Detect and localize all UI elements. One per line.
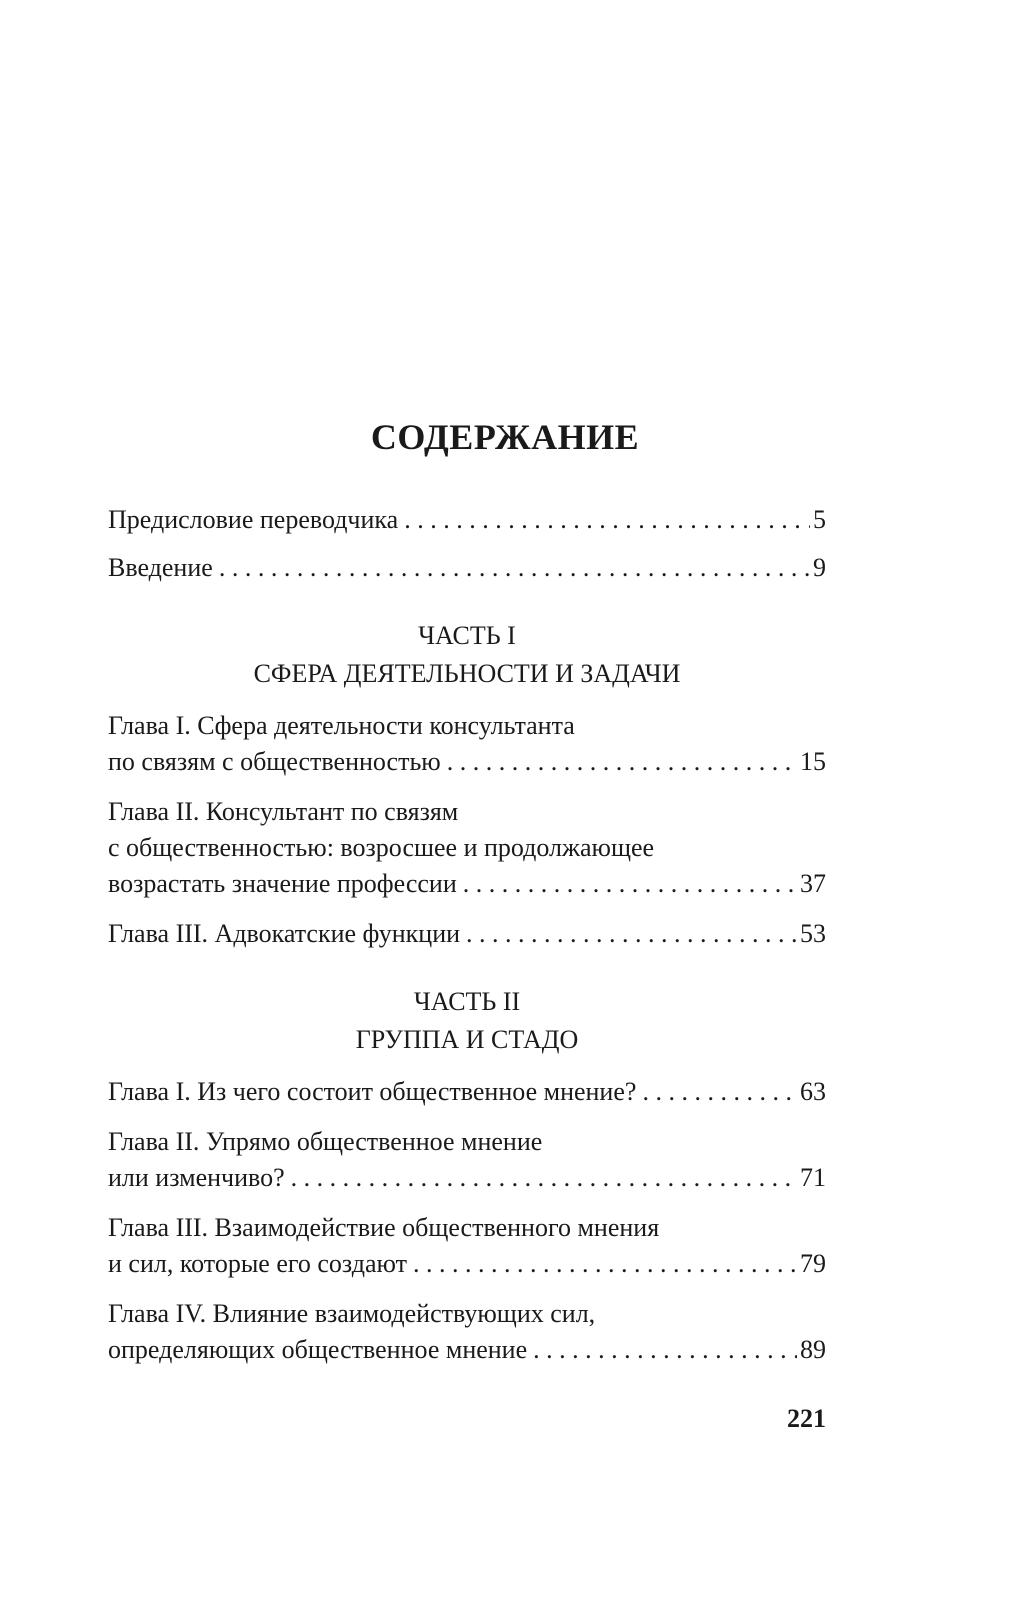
toc-page-number: 71 [800,1163,826,1192]
toc-entry-text: по связям с общественностью [108,747,441,776]
toc-entry-text: Глава II. Консультант по связям [108,797,459,826]
toc-page-number: 37 [800,869,826,898]
toc-page-number: 9 [813,553,826,582]
toc-entry-text: Предисловие переводчика [108,505,399,534]
page-title: СОДЕРЖАНИЕ [370,417,640,457]
toc-page-number: 15 [800,747,826,776]
toc-page-number: 79 [800,1249,826,1278]
part-label: ЧАСТЬ I [418,621,516,650]
toc-entry [108,794,826,902]
toc-entry [108,1074,826,1110]
toc-page-number: 53 [800,919,826,948]
part-title: СФЕРА ДЕЯТЕЛЬНОСТИ И ЗАДАЧИ [253,659,681,688]
page-number: 221 [787,1404,826,1433]
toc-entry [108,1124,826,1196]
toc-entry-text: Глава I. Из чего состоит общественное мнение? [108,1077,637,1106]
toc-page-number: 5 [813,505,826,534]
toc-entry-text: Глава II. Упрямо общественное мнение [108,1127,543,1156]
part-label: ЧАСТЬ II [413,987,521,1016]
part-title: ГРУППА И СТАДО [355,1025,579,1054]
toc-entry [108,1296,826,1368]
toc-entry-text: Глава III. Адвокатские функции [108,919,461,948]
toc-entry-text: или изменчиво? [108,1163,285,1192]
toc-entry-text: Глава III. Взаимодействие общественного мнения [108,1213,660,1242]
toc-entry-preface [108,502,826,538]
toc-entry [108,1210,826,1282]
toc-entry [108,708,826,780]
toc-entry-text: и сил, которые его создают [108,1249,407,1278]
toc-page-number: 63 [800,1077,826,1106]
toc-entry-text: Глава I. Сфера деятельности консультанта [108,711,575,740]
toc-entry-text: Глава IV. Влияние взаимодействующих сил, [108,1299,596,1328]
toc-entry-text: возрастать значение профессии [108,869,457,898]
toc-entry-text: определяющих общественное мнение [108,1335,528,1364]
toc-entry-text: Введение [108,553,213,582]
toc-page-number: 89 [800,1335,826,1364]
toc-entry-text: с общественностью: возросшее и продолжающее [108,833,655,862]
toc-entry [108,916,826,952]
toc-entry-introduction [108,550,826,586]
